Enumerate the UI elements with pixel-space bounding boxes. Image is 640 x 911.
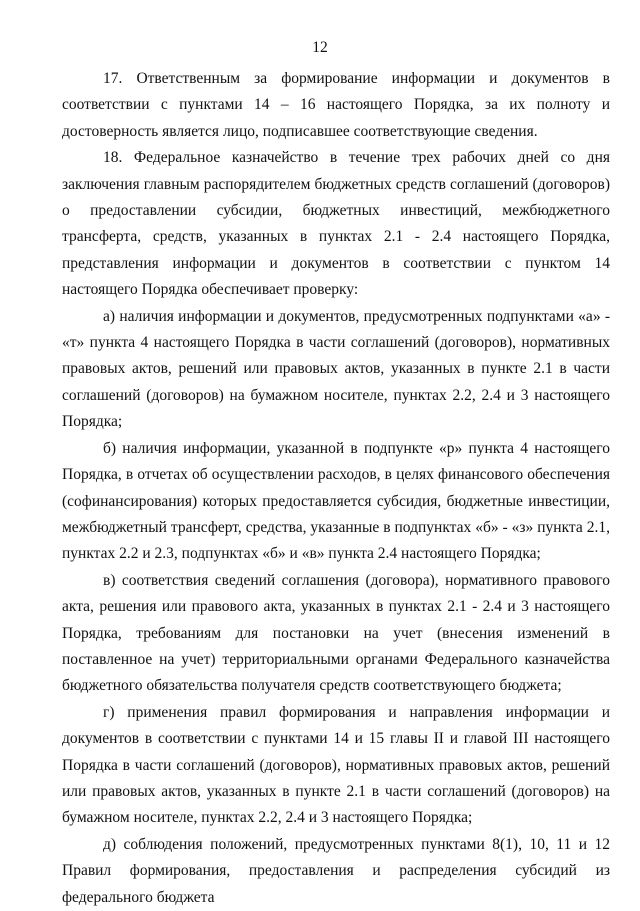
document-body — [62, 66, 610, 911]
paragraph-18: 18. Федеральное казначейство в течение трех рабочих дней со дня заключения главным распорядителем бюджетных средств соглашений (договоров) о предоставлении субсидии, бюджетных инвестиций, межбюджетного трансферта, средств, указанных в пунктах 2.1 - 2.4 настоящего Порядка, представления информации и документов в соответствии с пунктом 14 настоящего Порядка обеспечивает проверку: — [62, 149, 610, 299]
subparagraph-v: в) соответствия сведений соглашения (договора), нормативного правового акта, решения или правового акта, указанных в пунктах 2.1 - 2.4 и 3 настоящего Порядка, требованиям для постановки на учет (внесения изменений в поставленное на учет) территориальными органами Федерального казначейства бюджетного обязательства получателя средств соответствующего бюджета; — [62, 571, 610, 695]
subparagraph-a: а) наличия информации и документов, предусмотренных подпунктами «а» - «т» пункта 4 настоящего Порядка в части соглашений (договоров), нормативных правовых актов, решений или правовых актов, указанных в пункте 2.1 в части соглашений (договоров) на бумажном носителе, пунктах 2.2, 2.4 и 3 настоящего Порядка; — [62, 307, 610, 431]
page-number: 12 — [312, 39, 328, 56]
subparagraph-b: б) наличия информации, указанной в подпункте «р» пункта 4 настоящего Порядка, в отчетах об осуществлении расходов, в целях финансового обеспечения (софинансирования) которых предоставляется субсидия, бюджетные инвестиции, межбюджетный трансферт, средства, указанные в подпунктах «б» - «з» пункта 2.1, пунктах 2.2 и 2.3, подпунктах «б» и «в» пункта 2.4 настоящего Порядка; — [62, 439, 610, 563]
subparagraph-g: г) применения правил формирования и направления информации и документов в соответствии с пунктами 14 и 15 главы II и главой III настоящего Порядка в части соглашений (договоров), нормативных правовых актов, решений или правовых актов, указанных в пункте 2.1 в части соглашений (договоров) на бумажном носителе, пунктах 2.2, 2.4 и 3 настоящего Порядка; — [62, 703, 610, 827]
paragraph-17: 17. Ответственным за формирование информации и документов в соответствии с пунктами 14 – 16 настоящего Порядка, за их полноту и достоверность является лицо, подписавшее соответствующие сведения. — [62, 70, 610, 140]
subparagraph-d: д) соблюдения положений, предусмотренных пунктами 8(1), 10, 11 и 12 Правил формирования, предоставления и распределения субсидий из федерального бюджета — [62, 835, 610, 906]
